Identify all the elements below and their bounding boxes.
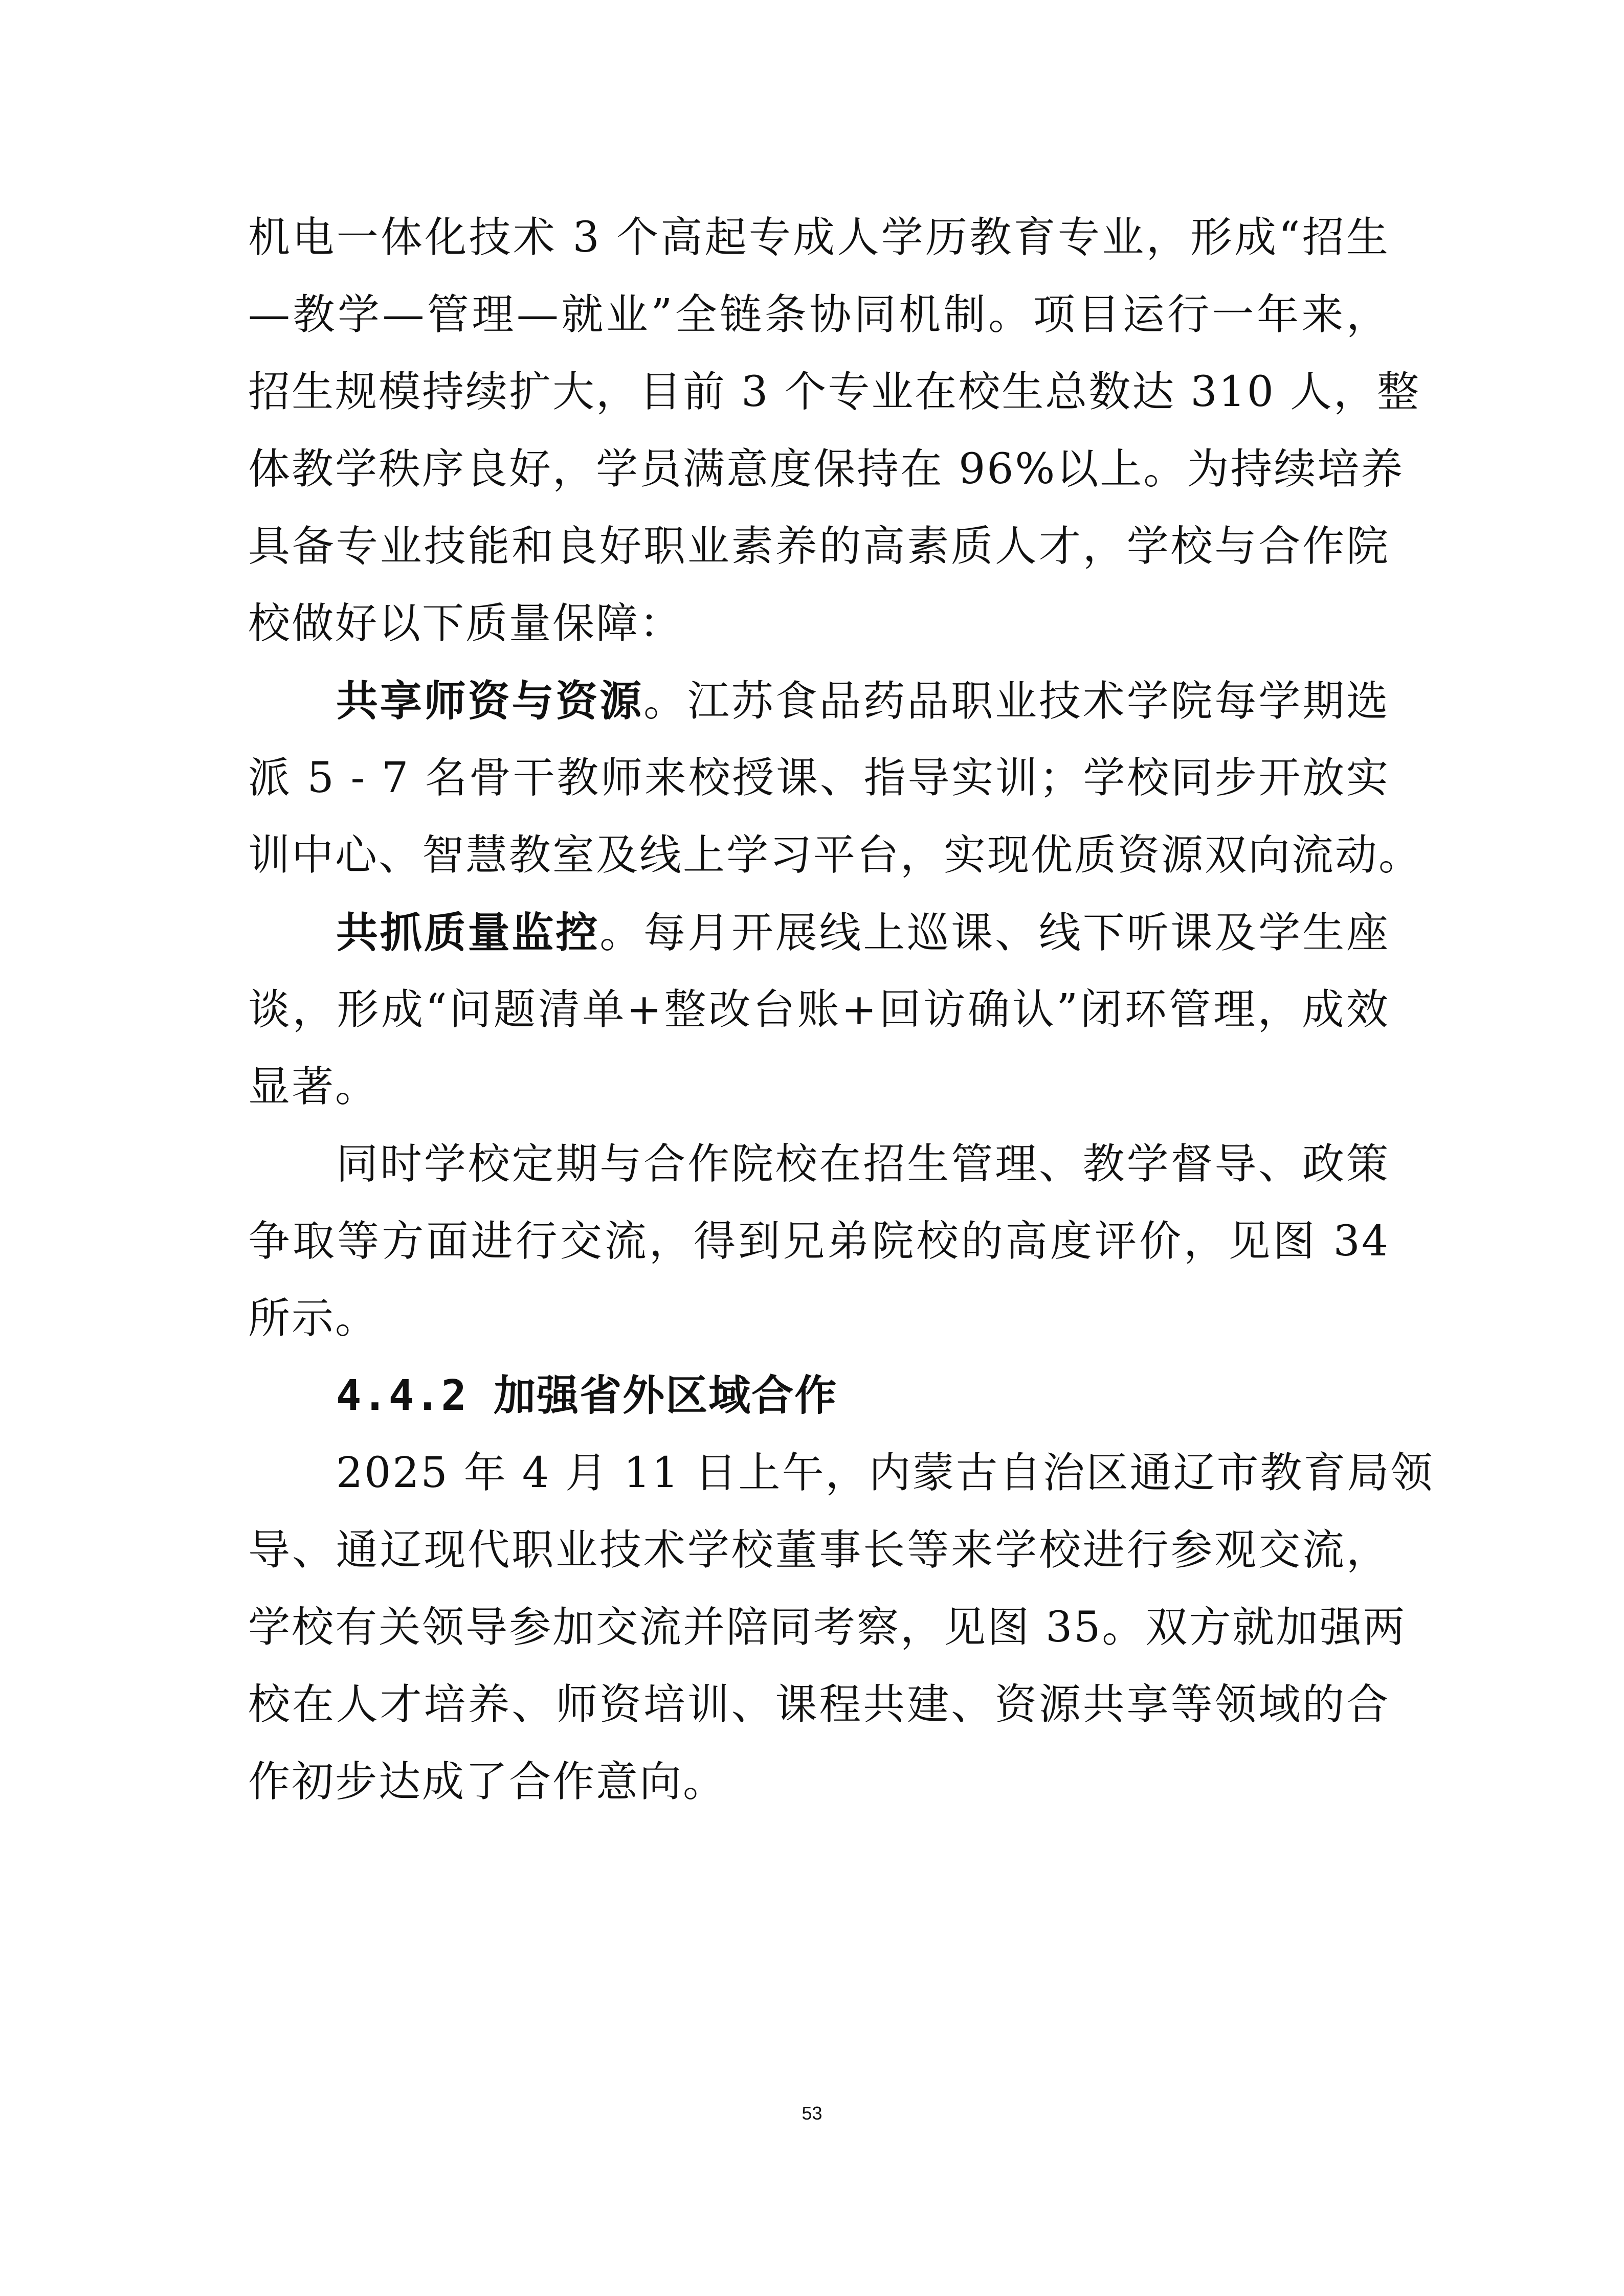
text-line: 谈，形成“问题清单+整改台账+回访确认”闭环管理，成效 xyxy=(248,985,1390,1034)
paragraph-regional-cooperation xyxy=(248,1445,1434,1831)
text-line: 作初步达成了合作意向。 xyxy=(248,1758,727,1806)
text-line: 校在人才培养、师资培训、课程共建、资源共享等领域的合 xyxy=(248,1680,1390,1729)
paragraph-lead-bold: 共享师资与资源 xyxy=(336,677,644,726)
text-line: 训中心、智慧教室及线上学习平台，实现优质资源双向流动。 xyxy=(248,831,1422,880)
text-line: 显著。 xyxy=(248,1063,379,1111)
paragraph-exchange xyxy=(248,1136,1390,1368)
text-line: 招生规模持续扩大，目前 3 个专业在校生总数达 310 人，整 xyxy=(248,368,1420,416)
text-line: 机电一体化技术 3 个高起专成人学历教育专业，形成“招生 xyxy=(248,213,1390,262)
text-line xyxy=(248,673,1390,750)
text-line: 体教学秩序良好，学员满意度保持在 96%以上。为持续培养 xyxy=(248,445,1405,493)
text-line: 同时学校定期与合作院校在招生管理、教学督导、政策 xyxy=(336,1140,1390,1188)
text-line: 派 5 - 7 名骨干教师来校授课、指导实训；学校同步开放实 xyxy=(248,754,1390,802)
text-line: 校做好以下质量保障： xyxy=(248,599,683,648)
text-line: 争取等方面进行交流，得到兄弟院校的高度评价，见图 34 xyxy=(248,1217,1390,1266)
text-run: 。江苏食品药品职业技术学院每学期选 xyxy=(643,677,1390,726)
text-run: 。每月开展线上巡课、线下听课及学生座 xyxy=(599,909,1390,957)
text-line: 导、通辽现代职业技术学校董事长等来学校进行参观交流， xyxy=(248,1526,1390,1574)
text-line: 所示。 xyxy=(248,1294,379,1343)
text-line: 2025 年 4 月 11 日上午，内蒙古自治区通辽市教育局领 xyxy=(336,1449,1434,1497)
paragraph-shared-resources xyxy=(248,673,1422,905)
text-line: 学校有关领导参加交流并陪同考察，见图 35。双方就加强两 xyxy=(248,1603,1407,1652)
paragraph-quality-monitoring xyxy=(248,905,1390,1136)
text-line: —教学—管理—就业”全链条协同机制。项目运行一年来， xyxy=(248,290,1390,339)
document-page xyxy=(248,210,1434,1831)
page-number: 53 xyxy=(802,2103,822,2124)
paragraph-program-overview xyxy=(248,210,1420,673)
text-line xyxy=(248,905,1390,982)
section-heading: 4.4.2 加强省外区域合作 xyxy=(336,1371,838,1420)
paragraph-lead-bold: 共抓质量监控 xyxy=(336,908,600,957)
text-line: 具备专业技能和良好职业素养的高素质人才，学校与合作院 xyxy=(248,522,1390,571)
